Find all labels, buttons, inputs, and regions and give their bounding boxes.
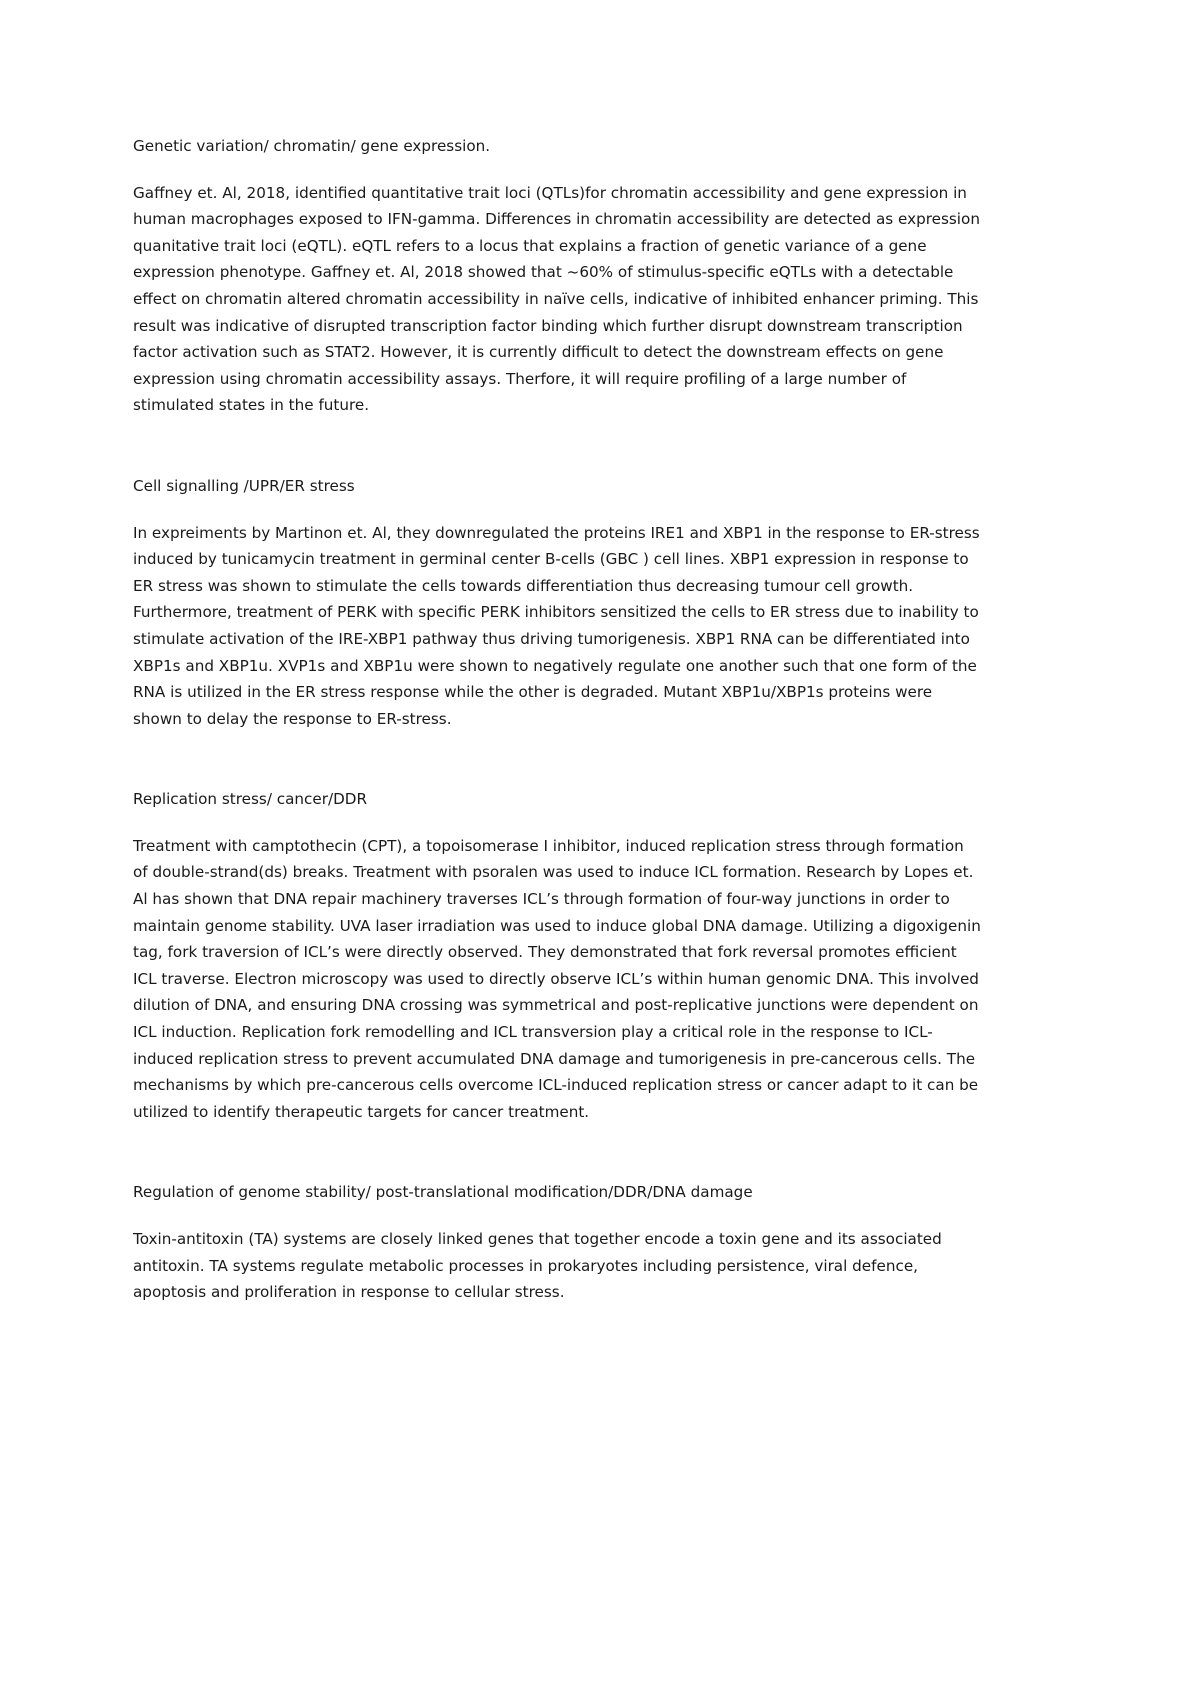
section-paragraph: In expreiments by Martinon et. Al, they downregulated the proteins IRE1 and XBP1 in the response to ER-stress induced by tunicamycin treatment in germinal center B-cells (GBC ) cell lines. XBP1 expression in response to ER stress was shown to stimulate the cells towards differentiation thus decreasing tumour cell growth. Furthermore, treatment of PERK with specific PERK inhibitors sensitized the cells to ER stress due to inability to stimulate activation of the IRE-XBP1 pathway thus driving tumorigenesis. XBP1 RNA can be differentiated into XBP1s and XBP1u. XVP1s and XBP1u were shown to negatively regulate one another such that one form of the RNA is utilized in the ER stress response while the other is degraded. Mutant XBP1u/XBP1s proteins were shown to delay the response to ER-stress. xyxy=(133,523,980,728)
section-spacer xyxy=(133,419,981,473)
section-paragraph: Treatment with camptothecin (CPT), a topoisomerase I inhibitor, induced replication stress through formation of double-strand(ds) breaks. Treatment with psoralen was used to induce ICL formation. Research by Lopes et. Al has shown that DNA repair machinery traverses ICL’s through formation of four-way junctions in order to maintain genome stability. UVA laser irradiation was used to induce global DNA damage. Utilizing a digoxigenin tag, fork traversion of ICL’s were directly observed. They demonstrated that fork reversal promotes efficient ICL traverse. Electron microscopy was used to directly observe ICL’s within human genomic DNA. This involved dilution of DNA, and ensuring DNA crossing was symmetrical and post-replicative junctions were dependent on ICL induction. Replication fork remodelling and ICL transversion play a critical role in the response to ICL-induced replication stress to prevent accumulated DNA damage and tumorigenesis in pre-cancerous cells. The mechanisms by which pre-cancerous cells overcome ICL-induced replication stress or cancer adapt to it can be utilized to identify therapeutic targets for cancer treatment. xyxy=(133,836,981,1121)
section-heading: Replication stress/ cancer/DDR xyxy=(133,790,368,809)
document-body xyxy=(133,133,981,1306)
section-spacer xyxy=(133,732,981,786)
section-heading: Regulation of genome stability/ post-translational modification/DDR/DNA damage xyxy=(133,1183,753,1202)
section-heading: Cell signalling /UPR/ER stress xyxy=(133,476,355,495)
section-genetic-variation xyxy=(133,133,981,419)
section-paragraph: Gaffney et. Al, 2018, identified quantitative trait loci (QTLs)for chromatin accessibility and gene expression in human macrophages exposed to IFN-gamma. Differences in chromatin accessibility are detected as expression quanitative trait loci (eQTL). eQTL refers to a locus that explains a fraction of genetic variance of a gene expression phenotype. Gaffney et. Al, 2018 showed that ~60% of stimulus-specific eQTLs with a detectable effect on chromatin altered chromatin accessibility in naïve cells, indicative of inhibited enhancer priming. This result was indicative of disrupted transcription factor binding which further disrupt downstream transcription factor activation such as STAT2. However, it is currently difficult to detect the downstream effects on gene expression using chromatin accessibility assays. Therfore, it will require profiling of a large number of stimulated states in the future. xyxy=(133,183,980,415)
section-heading: Genetic variation/ chromatin/ gene expression. xyxy=(133,137,491,155)
section-cell-signalling xyxy=(133,473,981,732)
section-paragraph: Toxin-antitoxin (TA) systems are closely linked genes that together encode a toxin gene and its associated antitoxin. TA systems regulate metabolic processes in prokaryotes including persistence, viral defence, apoptosis and proliferation in response to cellular stress. xyxy=(133,1230,942,1302)
section-replication-stress xyxy=(133,786,981,1125)
section-genome-stability xyxy=(133,1179,981,1305)
section-spacer xyxy=(133,1125,981,1179)
